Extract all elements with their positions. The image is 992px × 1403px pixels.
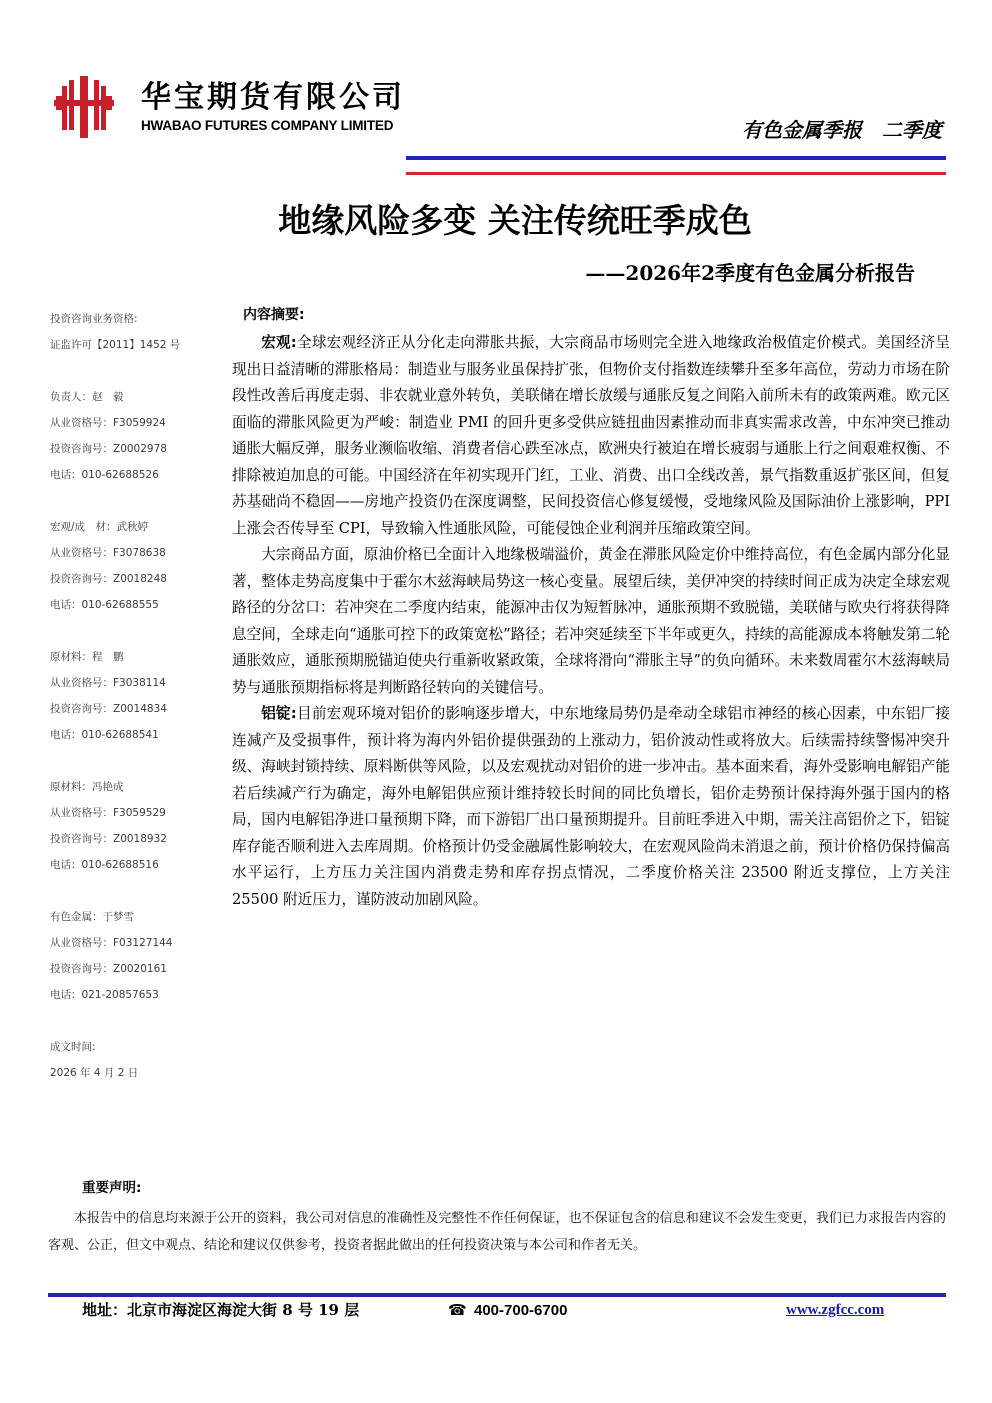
disclaimer-heading: 重要声明: [82,1180,142,1196]
sidebar-line: 投资咨询号：Z0014834 [50,703,167,715]
footer-rule [48,1293,946,1297]
footer-phone [448,1298,567,1323]
sidebar-line: 2026 年 4 月 2 日 [50,1067,139,1079]
sidebar-line: 负责人：赵 毅 [50,391,124,403]
header-rule-red [406,172,946,175]
paragraph-text: 大宗商品方面，原油价格已全面计入地缘极端溢价，黄金在滞胀风险定价中维持高位，有色金属内部分化显著，整体走势高度集中于霍尔木兹海峡局势这一核心变量。展望后续，美伊冲突的持续时间正成为决定全球宏观路径的分岔口：若冲突在二季度内结束，能源冲击仅为短暂脉冲，通胀预期不致脱锚，美联储与欧央行将获得降息空间，全球走向“通胀可控下的政策宽松”路径；若冲突延续至下半年或更久，持续的高能源成本将触发第二轮通胀效应，通胀预期脱锚迫使央行重新收紧政策，全球将滑向“滞胀主导”的负向循环。未来数周霍尔木兹海峡局势与通胀预期指标将是判断路径转向的关键信号。 [232,546,950,696]
paragraph-text: 目前宏观环境对铝价的影响逐步增大，中东地缘局势仍是牵动全球铝市神经的核心因素，中东铝厂接连减产及受损事件，预计将为海内外铝价提供强劲的上涨动力，铝价波动性或将放大。后续需持续警惕冲突升级、海峡封锁持续、原料断供等风险，以及宏观扰动对铝价的进一步冲击。基本面来看，海外受影响电解铝产能若后续减产行为确定，海外电解铝供应预计维持较长时间的同比负增长，铝价走势预计保持海外强于国内的格局，国内电解铝净进口量预期下降，而下游铝厂出口量预期提升。目前旺季进入中期，需关注高铝价之下，铝锭库存能否顺利进入去库周期。价格预计仍受金融属性影响较大，在宏观风险尚未消退之前，预计价格仍保持偏高水平运行，上方压力关注国内消费走势和库存拐点情况，二季度价格关注 23500 附近支撑位，上方关注 25500 附近压力，谨防波动加剧风险。 [232,705,950,908]
sidebar-line: 投资咨询号：Z0018932 [50,833,167,845]
paragraph-lead: 铝锭: [261,705,297,722]
sidebar-line: 原材料：程 鹏 [50,651,124,663]
sidebar-line: 从业资格号：F3078638 [50,547,166,559]
company-name-en: HWABAO FUTURES COMPANY LIMITED [141,118,394,133]
analyst-sidebar [50,306,225,1086]
sidebar-line: 宏观/成 材：武秋婷 [50,521,149,533]
sidebar-line: 从业资格号：F3059529 [50,807,166,819]
sidebar-line: 投资咨询号：Z0002978 [50,443,167,455]
summary-heading: 内容摘要: [243,307,305,323]
footer-address: 地址：北京市海淀区海淀大街 8 号 19 层 [82,1301,360,1319]
paragraph-lead: 宏观: [261,334,297,351]
sidebar-line: 成文时间: [50,1041,96,1053]
sidebar-line: 原材料：冯艳成 [50,781,124,793]
paragraph-text: 全球宏观经济正从分化走向滞胀共振，大宗商品市场则完全进入地缘政治极值定价模式。美国经济呈现出日益清晰的滞胀格局：制造业与服务业虽保持扩张，但物价支付指数连续攀升至多年高位，劳动力市场在阶段性改善后再度走弱、非农就业意外转负，美联储在增长放缓与通胀反复之间陷入前所未有的政策两难。欧元区面临的滞胀风险更为严峻：制造业 PMI 的回升更多受供应链扭曲因素推动而非真实需求改善，中东冲突已推动通胀大幅反弹，服务业濒临收缩、消费者信心跌至冰点，欧洲央行被迫在增长疲弱与通胀上行之间艰难权衡、不排除被迫加息的可能。中国经济在年初实现开门红，工业、消费、出口全线改善，景气指数重返扩张区间，但复苏基础尚不稳固——房地产投资仍在深度调整，民间投资信心修复缓慢，受地缘风险及国际油价上涨影响，PPI 上涨会否传导至 CPI，导致输入性通胀风险，可能侵蚀企业利润并压缩政策空间。 [232,334,950,537]
sidebar-line: 电话：010-62688555 [50,599,159,611]
sidebar-spacer [50,618,225,644]
report-body [232,302,950,913]
report-type-label: 有色金属季报 二季度 [742,118,942,142]
report-subtitle: ——2026年2季度有色金属分析报告 [585,261,915,285]
sidebar-line: 有色金属：于梦雪 [50,911,134,923]
report-title: 地缘风险多变 关注传统旺季成色 [278,201,752,240]
sidebar-line: 电话：010-62688516 [50,859,159,871]
disclaimer-text: 本报告中的信息均来源于公开的资料，我公司对信息的准确性及完整性不作任何保证，也不保证包含的信息和建议不会发生变更，我们已力求报告内容的客观、公正，但文中观点、结论和建议仅供参考，投资者据此做出的任何投资决策与本公司和作者无关。 [48,1211,946,1253]
company-name-cn: 华宝期货有限公司 [141,80,405,115]
sidebar-line: 电话：010-62688526 [50,469,159,481]
sidebar-spacer [50,488,225,514]
sidebar-line: 投资咨询号：Z0020161 [50,963,167,975]
sidebar-spacer [50,878,225,904]
summary-paragraph [232,330,950,542]
sidebar-line: 证监许可【2011】1452 号 [50,339,181,351]
sidebar-line: 投资咨询业务资格: [50,313,138,325]
phone-number[interactable]: 400-700-6700 [474,1302,568,1319]
sidebar-line: 电话：010-62688541 [50,729,159,741]
sidebar-spacer [50,748,225,774]
summary-paragraph [232,701,950,913]
telephone-icon: ☎ [448,1301,467,1319]
header-rule-blue [406,156,946,160]
sidebar-spacer [50,358,225,384]
sidebar-line: 从业资格号：F3059924 [50,417,166,429]
website-link[interactable]: www.zgfcc.com [786,1302,885,1318]
sidebar-line: 从业资格号：F3038114 [50,677,166,689]
summary-paragraph [232,542,950,701]
sidebar-line: 从业资格号：F03127144 [50,937,173,949]
sidebar-spacer [50,1008,225,1034]
sidebar-line: 电话：021-20857653 [50,989,159,1001]
sidebar-line: 投资咨询号：Z0018248 [50,573,167,585]
summary-paragraphs [232,330,950,913]
hwabao-logo-icon [52,70,118,140]
